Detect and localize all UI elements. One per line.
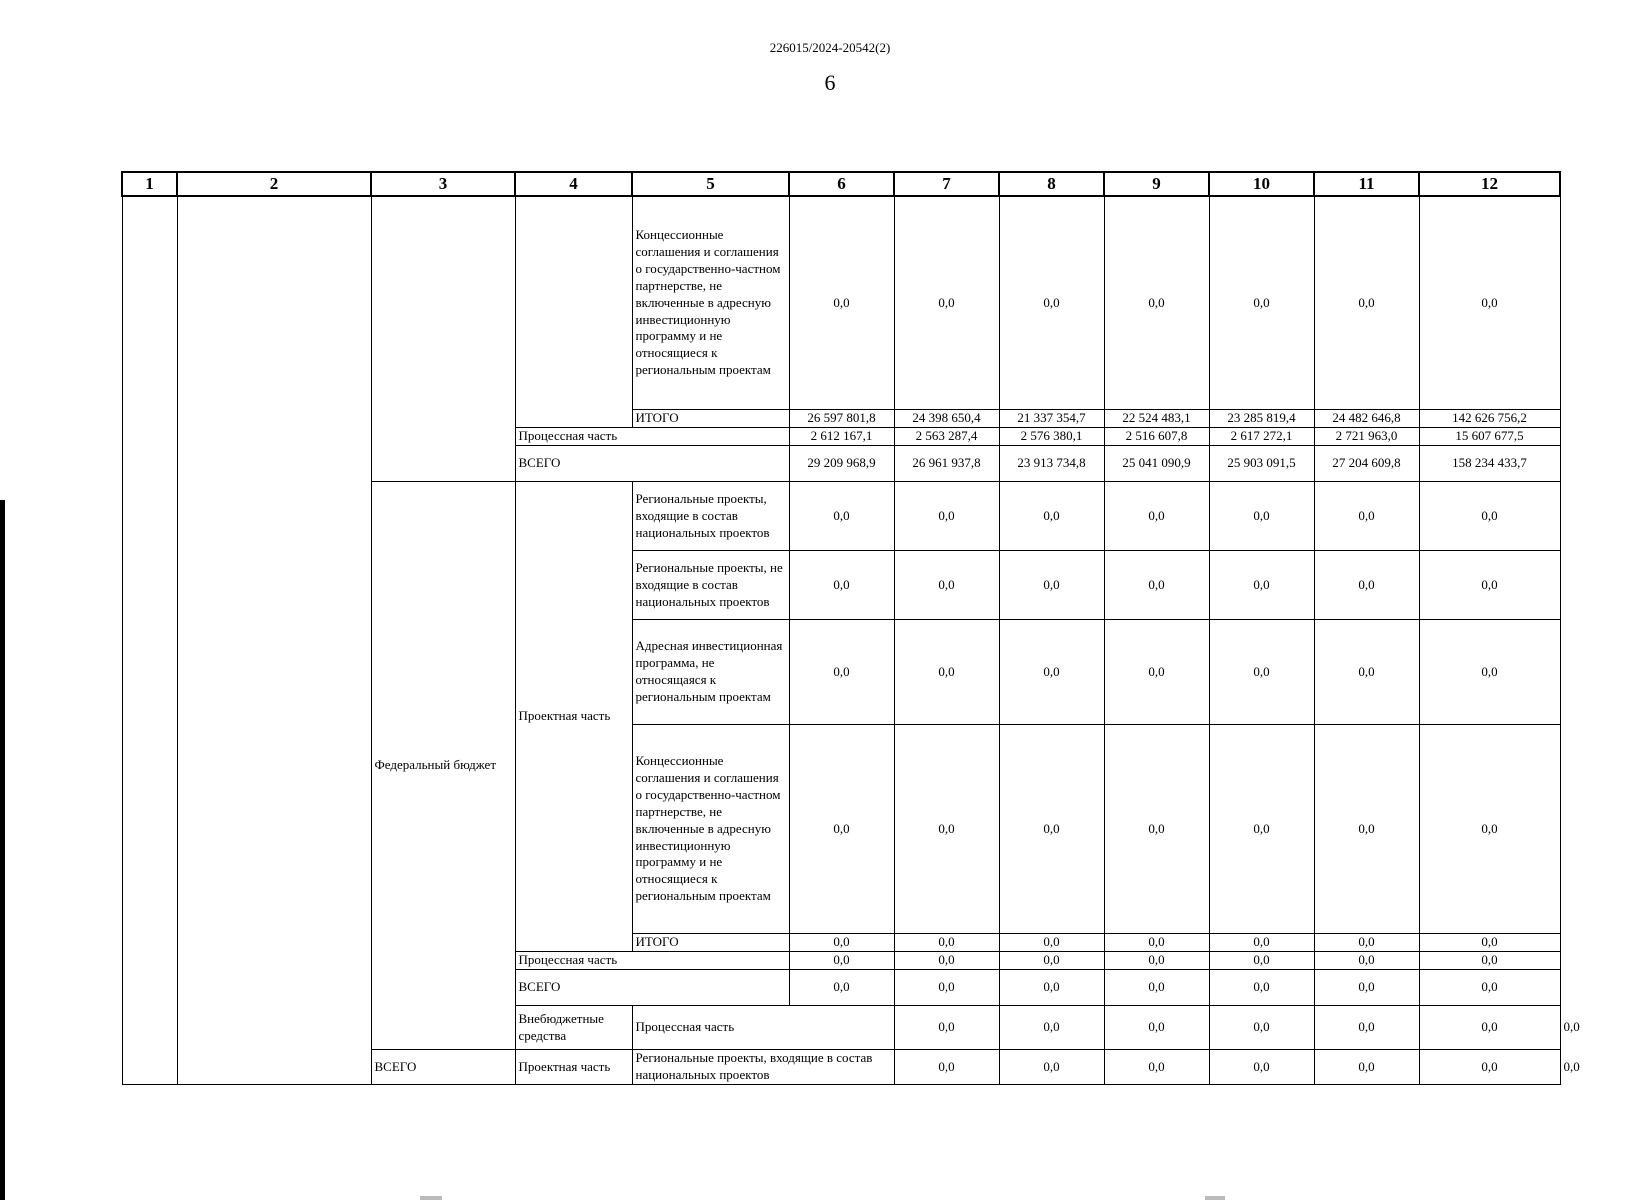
table-cell: 0,0 xyxy=(1209,551,1314,620)
table-cell: 0,0 xyxy=(789,196,894,410)
table-cell: 24 398 650,4 xyxy=(894,410,999,428)
budget-table xyxy=(121,171,1580,1085)
document-id: 226015/2024-20542(2) xyxy=(769,40,891,55)
table-cell: 0,0 xyxy=(1314,551,1419,620)
table-cell: 0,0 xyxy=(1314,196,1419,410)
col-header-6: 6 xyxy=(789,172,894,196)
table-cell: 0,0 xyxy=(1419,551,1560,620)
table-row xyxy=(122,196,1560,410)
table-cell: 25 903 091,5 xyxy=(1209,446,1314,482)
table-cell: 2 617 272,1 xyxy=(1209,428,1314,446)
row-label: ВСЕГО xyxy=(515,446,789,482)
col-header-9: 9 xyxy=(1104,172,1209,196)
table-cell: 0,0 xyxy=(1104,1006,1209,1050)
table-cell: 0,0 xyxy=(1104,482,1209,551)
table-cell: 0,0 xyxy=(1209,1050,1314,1085)
scan-left-edge xyxy=(0,500,5,1200)
table-cell: 0,0 xyxy=(999,620,1104,725)
table-cell: 0,0 xyxy=(1104,196,1209,410)
table-cell: 0,0 xyxy=(1419,952,1560,970)
project-part-label: Проектная часть xyxy=(515,1050,632,1085)
table-cell: 0,0 xyxy=(1314,1006,1419,1050)
table-cell: 0,0 xyxy=(1209,952,1314,970)
table-cell: 0,0 xyxy=(1104,725,1209,934)
row-label: Региональные проекты, входящие в состав национальных проектов xyxy=(632,1050,894,1085)
table-cell: 0,0 xyxy=(999,934,1104,952)
table-cell: 27 204 609,8 xyxy=(1314,446,1419,482)
table-cell: 0,0 xyxy=(1104,620,1209,725)
table-cell: 0,0 xyxy=(789,551,894,620)
total-label: ВСЕГО xyxy=(371,1050,515,1085)
col-header-10: 10 xyxy=(1209,172,1314,196)
table-cell: 158 234 433,7 xyxy=(1419,446,1560,482)
table-cell: 0,0 xyxy=(1209,1006,1314,1050)
table-cell: 0,0 xyxy=(999,196,1104,410)
table-cell: 0,0 xyxy=(1314,482,1419,551)
table-cell: 2 563 287,4 xyxy=(894,428,999,446)
table-cell: 0,0 xyxy=(789,934,894,952)
table-cell: 26 597 801,8 xyxy=(789,410,894,428)
table-cell: 0,0 xyxy=(789,952,894,970)
table-cell: 26 961 937,8 xyxy=(894,446,999,482)
table-cell: 0,0 xyxy=(894,934,999,952)
table-cell: 0,0 xyxy=(1314,970,1419,1006)
table-cell: 0,0 xyxy=(894,196,999,410)
table-cell: 0,0 xyxy=(1209,482,1314,551)
col-header-8: 8 xyxy=(999,172,1104,196)
table-cell: 0,0 xyxy=(1209,934,1314,952)
table-cell: 0,0 xyxy=(1419,1050,1560,1085)
row-label: Процессная часть xyxy=(632,1006,894,1050)
table-cell: 0,0 xyxy=(1419,934,1560,952)
table-cell: 0,0 xyxy=(1209,620,1314,725)
table-cell: 0,0 xyxy=(894,970,999,1006)
table-cell: 2 612 167,1 xyxy=(789,428,894,446)
table-cell: 0,0 xyxy=(789,725,894,934)
col-header-12: 12 xyxy=(1419,172,1560,196)
col-header-7: 7 xyxy=(894,172,999,196)
table-cell: 23 913 734,8 xyxy=(999,446,1104,482)
table-cell: 0,0 xyxy=(999,725,1104,934)
table-cell: 0,0 xyxy=(1314,934,1419,952)
table-cell: 0,0 xyxy=(999,482,1104,551)
table-cell: 0,0 xyxy=(1314,725,1419,934)
table-cell: 0,0 xyxy=(1104,551,1209,620)
table-row: Внебюджетные средства Процессная часть 0,0 0,0 0,0 0,0 0,0 0,0 0,0 xyxy=(122,1006,1560,1050)
table-cell: 0,0 xyxy=(1209,725,1314,934)
table-cell: 15 607 677,5 xyxy=(1419,428,1560,446)
scan-artifact xyxy=(420,1196,442,1200)
row-label: Региональные проекты, входящие в состав национальных проектов xyxy=(632,482,789,551)
col-header-4: 4 xyxy=(515,172,632,196)
table-cell: 0,0 xyxy=(1104,952,1209,970)
col-header-3: 3 xyxy=(371,172,515,196)
table-cell: 21 337 354,7 xyxy=(999,410,1104,428)
table-cell: 0,0 xyxy=(1314,1050,1419,1085)
table-cell: 0,0 xyxy=(1314,952,1419,970)
table-cell: 0,0 xyxy=(1104,1050,1209,1085)
table-cell: 23 285 819,4 xyxy=(1209,410,1314,428)
table-cell: 0,0 xyxy=(789,620,894,725)
table-cell: 24 482 646,8 xyxy=(1314,410,1419,428)
table-cell: 0,0 xyxy=(789,970,894,1006)
table-cell: 0,0 xyxy=(999,551,1104,620)
col1-merged-cell xyxy=(122,196,177,1084)
table-cell: 0,0 xyxy=(894,952,999,970)
table-cell: 2 516 607,8 xyxy=(1104,428,1209,446)
table-cell: 2 576 380,1 xyxy=(999,428,1104,446)
table-cell: 0,0 xyxy=(1104,970,1209,1006)
scan-artifact xyxy=(1205,1196,1225,1200)
table-cell: 0,0 xyxy=(999,952,1104,970)
table-cell: 25 041 090,9 xyxy=(1104,446,1209,482)
table-cell: 0,0 xyxy=(1419,1006,1560,1050)
table-cell: 0,0 xyxy=(1104,934,1209,952)
table-cell: 0,0 xyxy=(894,1006,999,1050)
row-label: ИТОГО xyxy=(632,934,789,952)
page-number: 6 xyxy=(824,70,836,95)
row-label: Процессная часть xyxy=(515,428,789,446)
row-label: Процессная часть xyxy=(515,952,789,970)
table-cell: 0,0 xyxy=(894,551,999,620)
table-cell: 0,0 xyxy=(1419,620,1560,725)
row-label: Концессионные соглашения и соглашения о государственно-частном партнерстве, не включенные в адресную инвестиционную программу и не относящиеся к региональным проектам xyxy=(632,196,789,410)
col-header-2: 2 xyxy=(177,172,371,196)
table-cell: 0,0 xyxy=(894,620,999,725)
col2-merged-cell xyxy=(177,196,371,1084)
table-cell: 22 524 483,1 xyxy=(1104,410,1209,428)
row-label: Адресная инвестиционная программа, не относящаяся к региональным проектам xyxy=(632,620,789,725)
header-row xyxy=(122,172,1560,196)
project-part-label: Проектная часть xyxy=(515,482,632,952)
row-label: ВСЕГО xyxy=(515,970,789,1006)
table-cell: 0,0 xyxy=(1209,196,1314,410)
table-cell: 0,0 xyxy=(1419,196,1560,410)
row-label: Концессионные соглашения и соглашения о государственно-частном партнерстве, не включенные в адресную инвестиционную программу и не относящиеся к региональным проектам xyxy=(632,725,789,934)
table-cell: 0,0 xyxy=(999,1050,1104,1085)
table-cell: 142 626 756,2 xyxy=(1419,410,1560,428)
source-label-extrabudgetary: Внебюджетные средства xyxy=(515,1006,632,1050)
table-cell: 29 209 968,9 xyxy=(789,446,894,482)
col-header-5: 5 xyxy=(632,172,789,196)
table-cell: 0,0 xyxy=(1419,482,1560,551)
col3-merged-cell xyxy=(371,196,515,482)
table-cell: 0,0 xyxy=(789,482,894,551)
table-row: ВСЕГО Проектная часть Региональные проекты, входящие в состав национальных проектов 0,0 0,0 0,0 0,0 0,0 0,0 0,0 xyxy=(122,1050,1560,1085)
table-cell: 0,0 xyxy=(1419,970,1560,1006)
table-cell: 0,0 xyxy=(894,482,999,551)
table-cell: 0,0 xyxy=(1209,970,1314,1006)
table-cell: 0,0 xyxy=(1419,725,1560,934)
table-cell: 0,0 xyxy=(1314,620,1419,725)
col4-merged-cell xyxy=(515,196,632,428)
table-cell: 0,0 xyxy=(894,725,999,934)
col-header-1: 1 xyxy=(122,172,177,196)
col-header-11: 11 xyxy=(1314,172,1419,196)
row-label: Региональные проекты, не входящие в состав национальных проектов xyxy=(632,551,789,620)
row-label: ИТОГО xyxy=(632,410,789,428)
table-cell: 0,0 xyxy=(999,970,1104,1006)
table-cell: 2 721 963,0 xyxy=(1314,428,1419,446)
table-cell: 0,0 xyxy=(999,1006,1104,1050)
table-cell: 0,0 xyxy=(894,1050,999,1085)
source-label-federal: Федеральный бюджет xyxy=(371,482,515,1050)
